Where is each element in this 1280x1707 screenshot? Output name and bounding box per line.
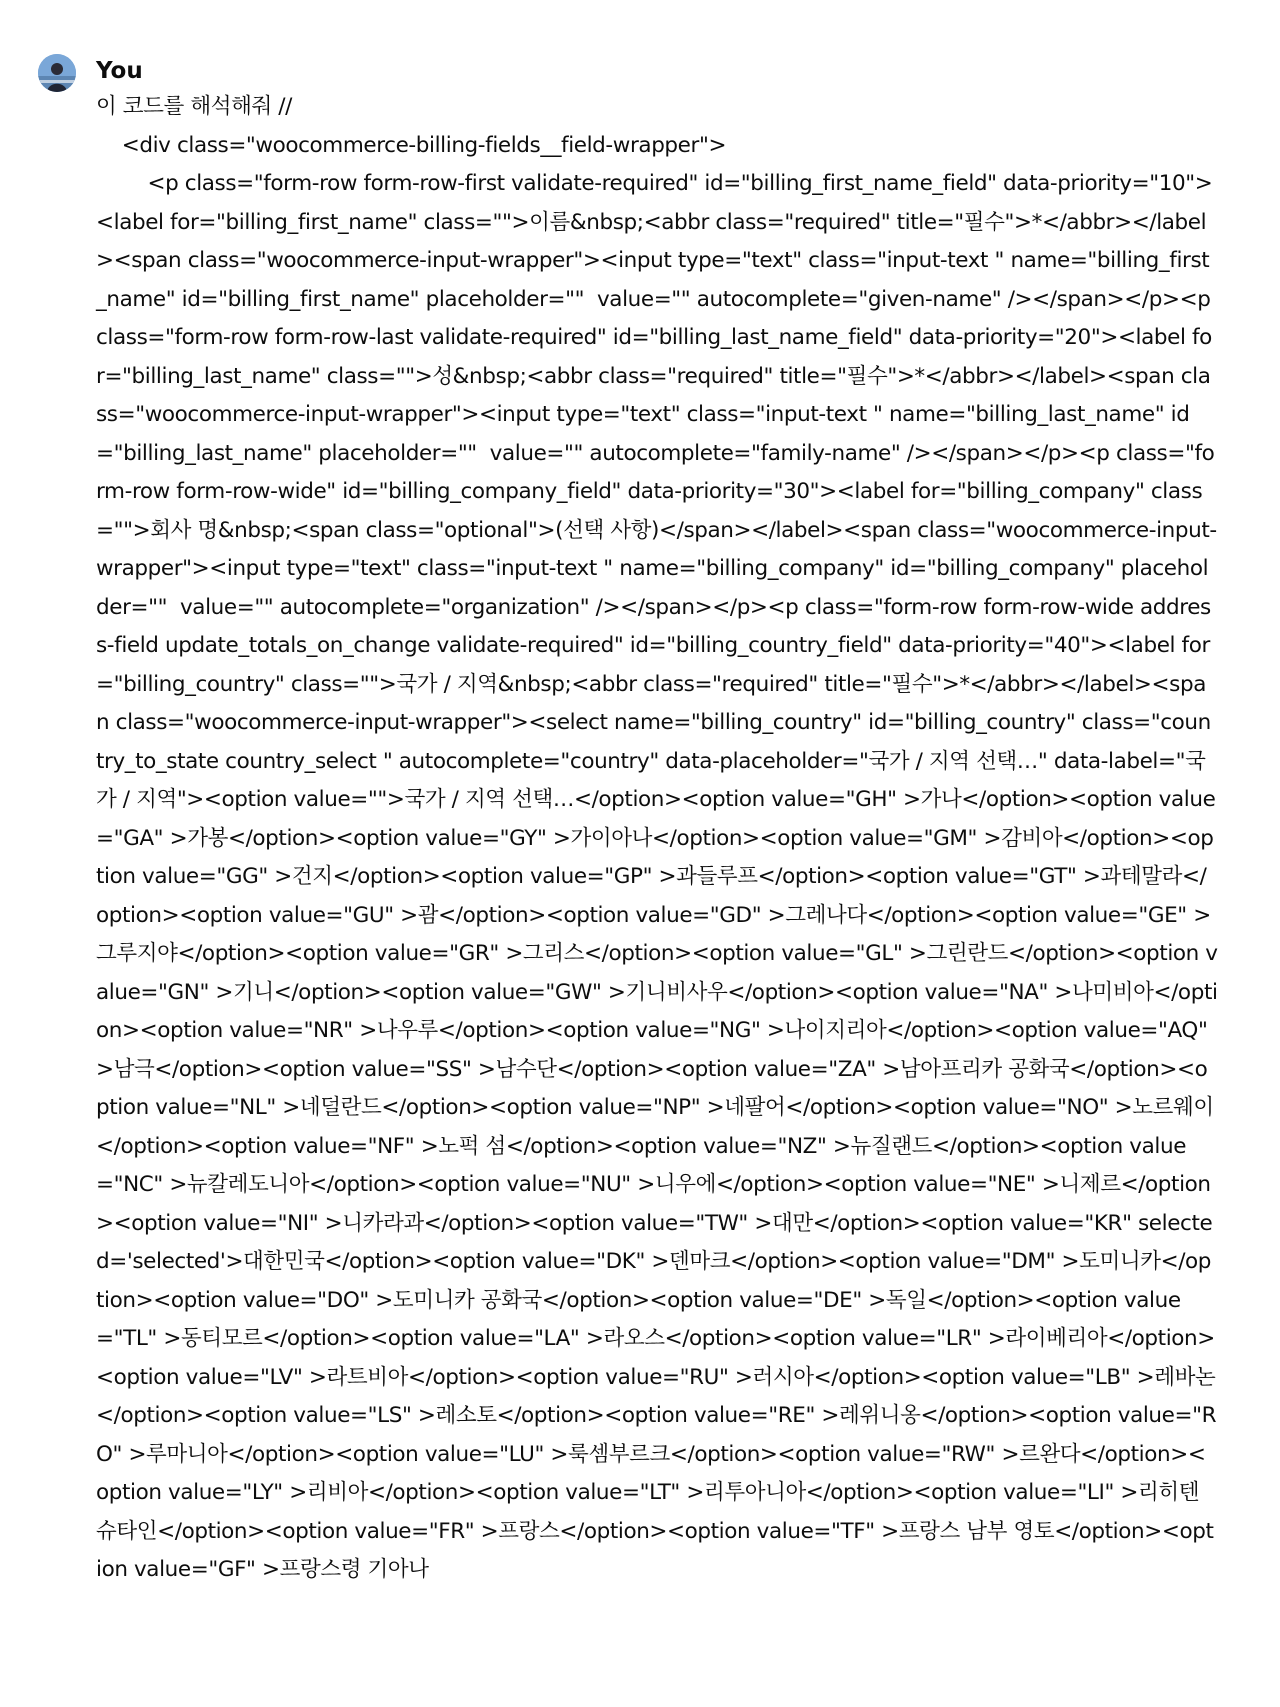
user-avatar [38, 54, 76, 92]
message-text: 이 코드를 해석해줘 // <div class="woocommerce-billing-fields__field-wrapper"> <p class="form-row form-row-first validate-required" id="billing_first_name_field" data-priority="10"><label for="billing_first_name" class="">이름&nbsp;<abbr class="required" title="필수">*</abbr></label><span class="woocommerce-input-wrapper"><input type="text" class="input-text " name="billing_first_name" id="billing_first_name" placeholder="" value="" autocomplete="given-name" /></span></p><p class="form-row form-row-last validate-required" id="billing_last_name_field" data-priority="20"><label for="billing_last_name" class="">성&nbsp;<abbr class="required" title="필수">*</abbr></label><span class="woocommerce-input-wrapper"><input type="text" class="input-text " name="billing_last_name" id="billing_last_name" placeholder="" value="" autocomplete="family-name" /></span></p><p class="form-row form-row-wide" id="billing_company_field" data-priority="30"><label for="billing_company" class="">회사 명&nbsp;<span class="optional">(선택 사항)</span></label><span class="woocommerce-input-wrapper"><input type="text" class="input-text " name="billing_company" id="billing_company" placeholder="" value="" autocomplete="organization" /></span></p><p class="form-row form-row-wide address-field update_totals_on_change validate-required" id="billing_country_field" data-priority="40"><label for="billing_country" class="">국가 / 지역&nbsp;<abbr class="required" title="필수">*</abbr></label><span class="woocommerce-input-wrapper"><select name="billing_country" id="billing_country" class="country_to_state country_select " autocomplete="country" data-placeholder="국가 / 지역 선택…" data-label="국가 / 지역"><option value="">국가 / 지역 선택…</option><option value="GH" >가나</option><option value="GA" >가봉</option><option value="GY" >가이아나</option><option value="GM" >감비아</option><option value="GG" >건지</option><option value="GP" >과들루프</option><option value="GT" >과테말라</option><option value="GU" >괌</option><option value="GD" >그레나다</option><option value="GE" >그루지야</option><option value="GR" >그리스</option><option value="GL" >그린란드</option><option value="GN" >기니</option><option value="GW" >기니비사우</option><option value="NA" >나미비아</option><option value="NR" >나우루</option><option value="NG" >나이지리아</option><option value="AQ" >남극</option><option value="SS" >남수단</option><option value="ZA" >남아프리카 공화국</option><option value="NL" >네덜란드</option><option value="NP" >네팔어</option><option value="NO" >노르웨이</option><option value="NF" >노퍽 섬</option><option value="NZ" >뉴질랜드</option><option value="NC" >뉴칼레도니아</option><option value="NU" >니우에</option><option value="NE" >니제르</option><option value="NI" >니카라과</option><option value="TW" >대만</option><option value="KR" selected='selected'>대한민국</option><option value="DK" >덴마크</option><option value="DM" >도미니카</option><option value="DO" >도미니카 공화국</option><option value="DE" >독일</option><option value="TL" >동티모르</option><option value="LA" >라오스</option><option value="LR" >라이베리아</option><option value="LV" >라트비아</option><option value="RU" >러시아</option><option value="LB" >레바논</option><option value="LS" >레소토</option><option value="RE" >레위니옹</option><option value="RO" >루마니아</option><option value="LU" >룩셈부르크</option><option value="RW" >르완다</option><option value="LY" >리비아</option><option value="LT" >리투아니아</option><option value="LI" >리히텐슈타인</option><option value="FR" >프랑스</option><option value="TF" >프랑스 남부 영토</option><option value="GF" >프랑스령 기아나 [96, 94, 1218, 1582]
message-author: You [96, 58, 143, 84]
avatar-photo-icon [38, 54, 76, 92]
